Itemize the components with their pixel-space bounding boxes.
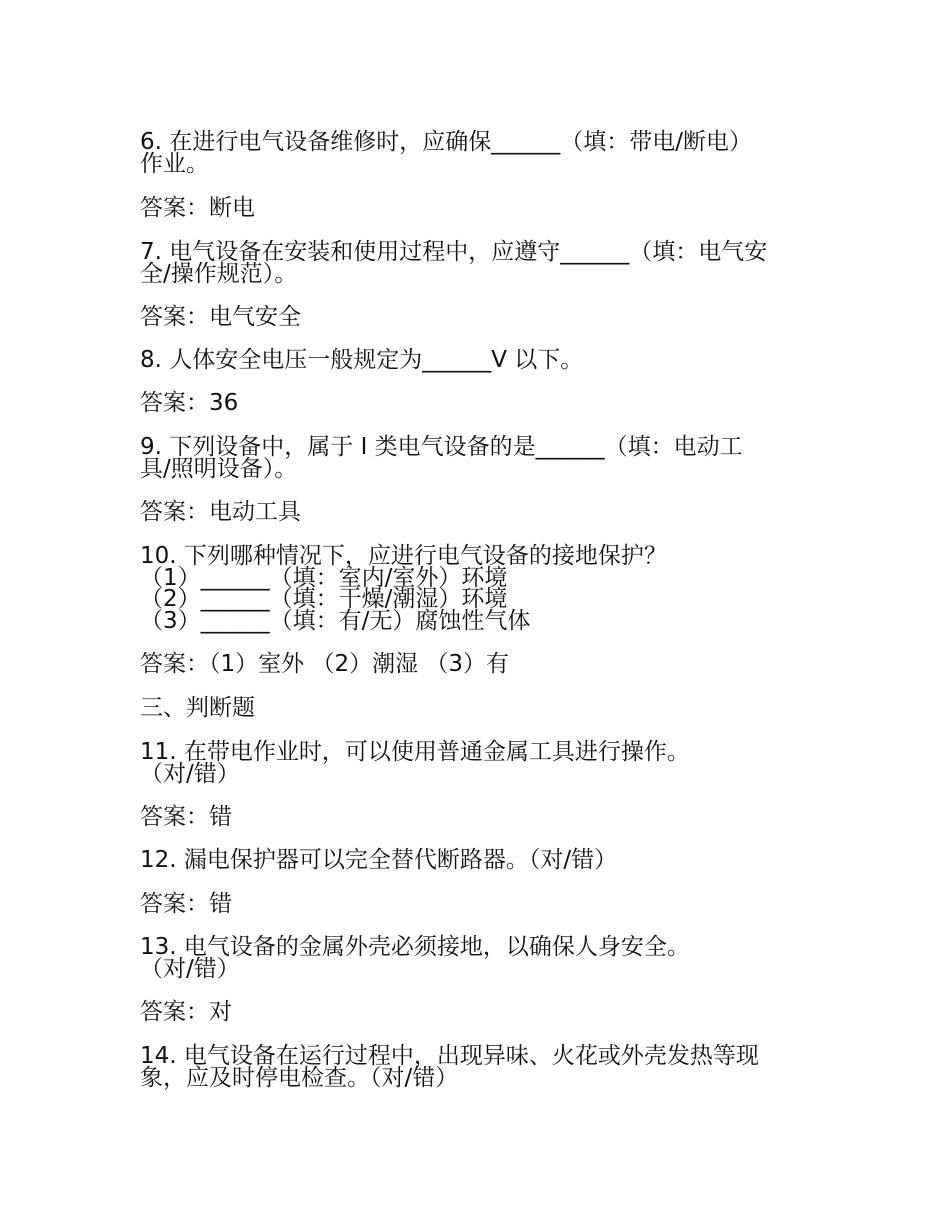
question-13-line-2: （对/错） [140, 956, 240, 982]
question-10-line-1: 10. 下列哪种情况下，应进行电气设备的接地保护？ [140, 543, 667, 569]
answer-10: 答案：（1）室外 （2）潮湿 （3）有 [140, 651, 510, 677]
question-10-line-2: （1）______（填：室内/室外）环境 [140, 565, 508, 591]
answer-9: 答案：电动工具 [140, 499, 301, 525]
question-6-line-2: 作业。 [140, 151, 209, 177]
question-14-line-1: 14. 电气设备在运行过程中，出现异味、火花或外壳发热等现 [140, 1043, 759, 1069]
question-13-line-1: 13. 电气设备的金属外壳必须接地，以确保人身安全。 [140, 934, 690, 960]
question-10-line-3: （2）______（填：干燥/潮湿）环境 [140, 586, 508, 612]
answer-11: 答案：错 [140, 804, 232, 830]
question-9-line-1: 9. 下列设备中，属于 I 类电气设备的是______（填：电动工 [140, 434, 743, 460]
section-heading-true-false: 三、判断题 [140, 695, 255, 721]
question-7-line-1: 7. 电气设备在安装和使用过程中，应遵守______（填：电气安 [140, 239, 768, 265]
question-9-line-2: 具/照明设备）。 [140, 456, 298, 482]
answer-7: 答案：电气安全 [140, 304, 301, 330]
question-6-line-1: 6. 在进行电气设备维修时，应确保______（填：带电/断电） [140, 129, 753, 155]
answer-12: 答案：错 [140, 891, 232, 917]
question-8-line-1: 8. 人体安全电压一般规定为______V 以下。 [140, 347, 584, 373]
question-14-line-2: 象，应及时停电检查。（对/错） [140, 1065, 459, 1091]
question-12-line-1: 12. 漏电保护器可以完全替代断路器。（对/错） [140, 847, 618, 873]
answer-8: 答案：36 [140, 390, 239, 416]
answer-13: 答案：对 [140, 999, 232, 1025]
question-10-line-4: （3）______（填：有/无）腐蚀性气体 [140, 608, 531, 634]
question-7-line-2: 全/操作规范）。 [140, 261, 298, 287]
answer-6: 答案：断电 [140, 195, 255, 221]
question-11-line-2: （对/错） [140, 761, 240, 787]
question-11-line-1: 11. 在带电作业时，可以使用普通金属工具进行操作。 [140, 739, 690, 765]
